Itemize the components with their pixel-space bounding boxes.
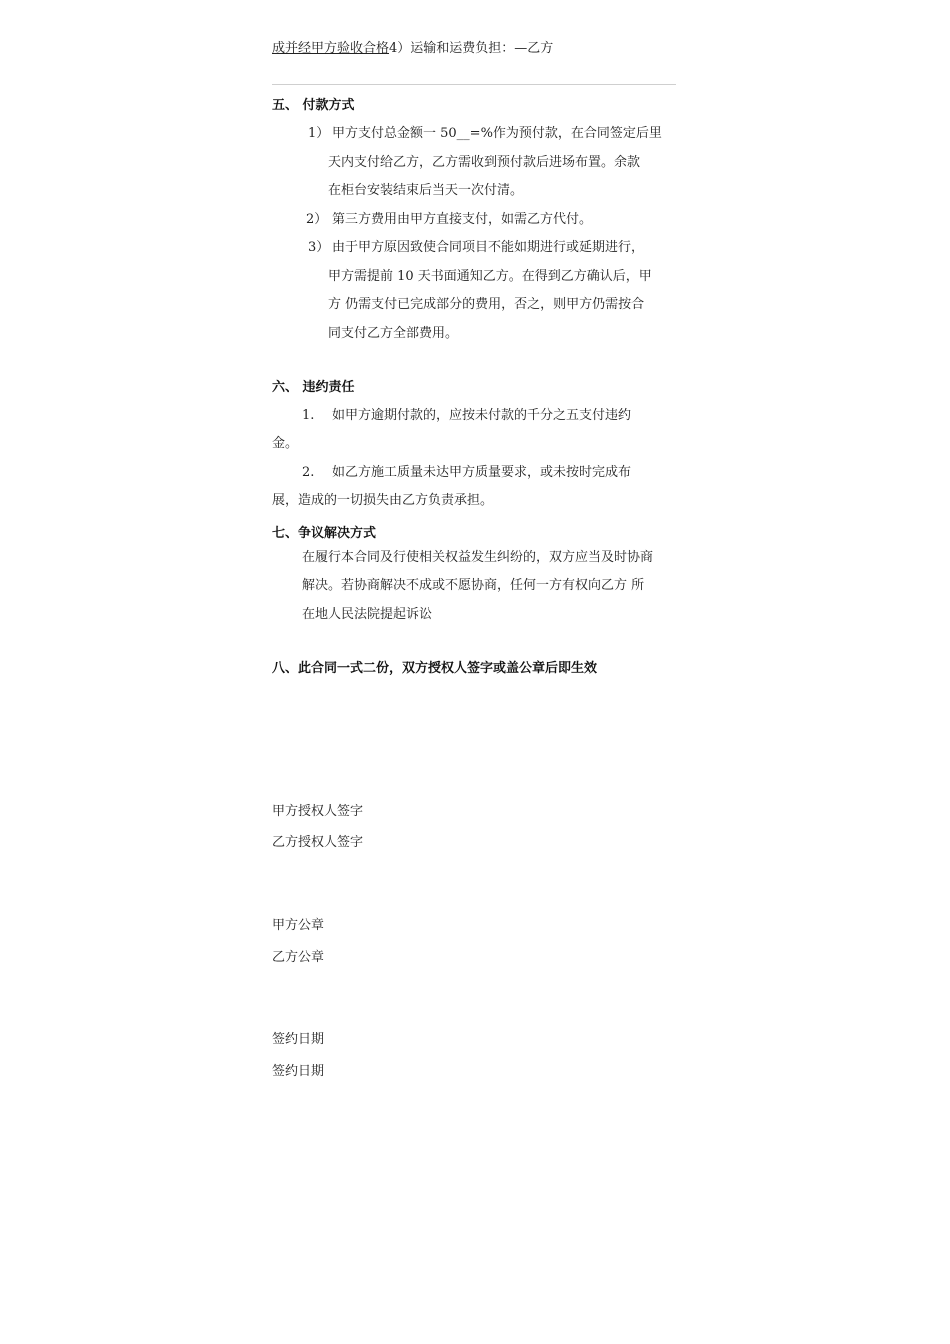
section-6-item-1-line-2: 金。: [272, 436, 299, 451]
section-5-item-1-line-1: 甲方支付总金额一 50__=%作为预付款，在合同签定后里: [332, 126, 662, 141]
section-7-heading: 七、争议解决方式: [272, 526, 377, 541]
section-6-item-1-line-1: 如甲方逾期付款的，应按未付款的千分之五支付违约: [332, 408, 632, 423]
section-7-line-3: 在地人民法院提起诉讼: [302, 607, 433, 622]
party-a-seal-label: 甲方公章: [272, 918, 325, 933]
section-5-item-3-number: 3）: [308, 240, 330, 255]
top-line-underlined-text: 成并经甲方验收合格: [272, 41, 390, 56]
signing-date-label-a: 签约日期: [272, 1032, 325, 1047]
section-7-line-2: 解决。若协商解决不成或不愿协商，任何一方有权向乙方 所: [302, 578, 645, 593]
section-5-item-1-line-2: 天内支付给乙方，乙方需收到预付款后进场布置。余款: [328, 155, 641, 170]
section-5-item-3-line-3: 方 仍需支付已完成部分的费用，否之，则甲方仍需按合: [328, 297, 645, 312]
top-line: [272, 40, 553, 58]
section-6-item-2-number: 2.: [302, 465, 315, 480]
party-b-signature-label: 乙方授权人签字: [272, 835, 364, 850]
section-5-item-2-number: 2）: [306, 212, 328, 227]
section-6-item-2-line-2: 展，造成的一切损失由乙方负责承担。: [272, 493, 494, 508]
section-5-item-3-line-1: 由于甲方原因致使合同项目不能如期进行或延期进行，: [332, 240, 645, 255]
section-8-heading: 八、此合同一式二份，双方授权人签字或盖公章后即生效: [272, 661, 598, 676]
section-5-item-3-line-2: 甲方需提前 10 天书面通知乙方。在得到乙方确认后，甲: [328, 269, 652, 284]
section-7-line-1: 在履行本合同及行使相关权益发生纠纷的，双方应当及时协商: [302, 550, 654, 565]
section-6-item-2-line-1: 如乙方施工质量未达甲方质量要求，或未按时完成布: [332, 465, 632, 480]
section-5-item-1-line-3: 在柜台安装结束后当天一次付清。: [328, 183, 524, 198]
horizontal-divider: [272, 84, 676, 85]
section-5-item-3-line-4: 同支付乙方全部费用。: [328, 326, 459, 341]
party-a-signature-label: 甲方授权人签字: [272, 804, 364, 819]
party-b-seal-label: 乙方公章: [272, 950, 325, 965]
section-6-heading: 六、 违约责任: [272, 380, 355, 395]
section-5-heading: 五、 付款方式: [272, 98, 355, 113]
top-line-rest-text: 4）运输和运费负担：—乙方: [389, 41, 554, 56]
signing-date-label-b: 签约日期: [272, 1064, 325, 1079]
section-5-item-1-number: 1）: [308, 126, 330, 141]
section-5-item-2-line-1: 第三方费用由甲方直接支付，如需乙方代付。: [332, 212, 593, 227]
section-6-item-1-number: 1.: [302, 408, 315, 423]
